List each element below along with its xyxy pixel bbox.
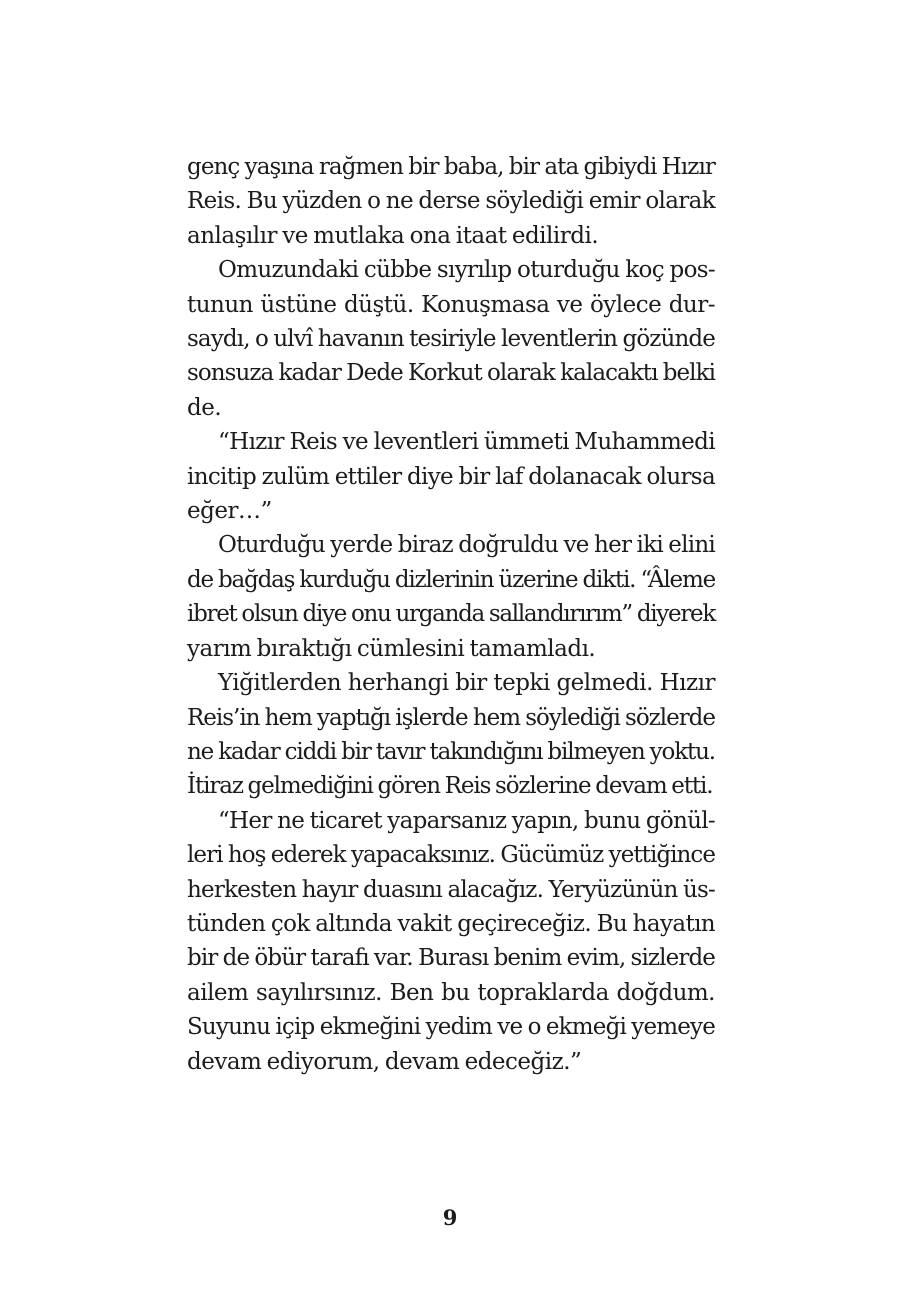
page-number: 9 bbox=[442, 1205, 458, 1230]
text-line: de. bbox=[187, 394, 222, 421]
text-line: genç yaşına rağmen bir baba, bir ata gibiydi Hızır bbox=[187, 154, 715, 180]
text-line: ne kadar ciddi bir tavır takındığını bilmeyen yoktu. bbox=[187, 738, 715, 765]
body-text bbox=[187, 150, 715, 1079]
text-line: eğer…” bbox=[187, 498, 272, 525]
text-line: ailem sayılırsınız. Ben bu topraklarda doğdum. bbox=[187, 979, 715, 1006]
text-line: sonsuza kadar Dede Korkut olarak kalacaktı belki bbox=[187, 360, 715, 387]
text-line: yarım bıraktığı cümlesini tamamladı. bbox=[187, 635, 596, 662]
text-line: herkesten hayır duasını alacağız. Yeryüzünün üs- bbox=[187, 876, 715, 903]
text-line: tünden çok altında vakit geçireceğiz. Bu hayatın bbox=[187, 910, 715, 937]
text-line: incitip zulüm ettiler diye bir laf dolanacak olursa bbox=[187, 463, 715, 490]
text-line: Oturduğu yerde biraz doğruldu ve her iki elini bbox=[218, 532, 715, 559]
text-line: devam ediyorum, devam edeceğiz.” bbox=[187, 1048, 582, 1075]
text-line: “Her ne ticaret yaparsanız yapın, bunu gönül- bbox=[218, 807, 715, 834]
text-line: bir de öbür tarafı var. Burası benim evim, sizlerde bbox=[187, 945, 715, 972]
text-line: Yiğitlerden herhangi bir tepki gelmedi. Hızır bbox=[218, 670, 715, 697]
text-line: leri hoş ederek yapacaksınız. Gücümüz yettiğince bbox=[187, 842, 715, 869]
text-line: Reis. Bu yüzden o ne derse söylediği emir olarak bbox=[187, 188, 715, 215]
text-line: İtiraz gelmediğini gören Reis sözlerine devam etti. bbox=[187, 773, 713, 800]
text-line: saydı, o ulvî havanın tesiriyle leventlerin gözünde bbox=[187, 326, 715, 353]
text-line: tunun üstüne düştü. Konuşmasa ve öylece dur- bbox=[187, 291, 715, 318]
text-line: anlaşılır ve mutlaka ona itaat edilirdi. bbox=[187, 222, 599, 249]
text-line: Omuzundaki cübbe sıyrılıp oturduğu koç pos- bbox=[218, 257, 715, 284]
text-line: de bağdaş kurduğu dizlerinin üzerine dikti. “Âleme bbox=[187, 566, 715, 593]
text-line: “Hızır Reis ve leventleri ümmeti Muhammedi bbox=[218, 429, 715, 456]
text-line: ibret olsun diye onu urganda sallandırırım” diyerek bbox=[187, 601, 715, 628]
text-line: Suyunu içip ekmeğini yedim ve o ekmeği yemeye bbox=[187, 1014, 715, 1041]
text-line: Reis’in hem yaptığı işlerde hem söylediği sözlerde bbox=[187, 704, 715, 731]
